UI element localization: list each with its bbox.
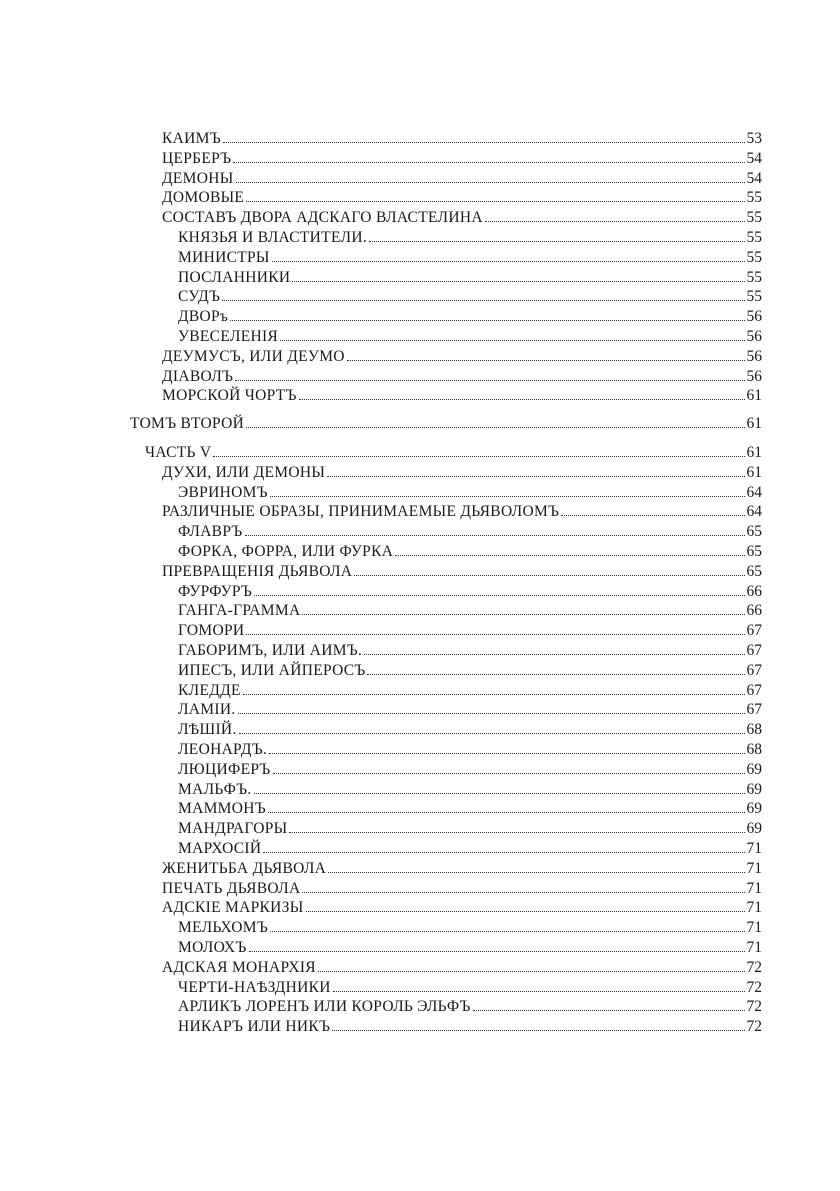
dot-leader [233, 162, 744, 163]
toc-entry-title: ЛАМІИ. [178, 701, 236, 719]
toc-entry-title: ДЕУМУСЪ, ИЛИ ДЕУМО [162, 347, 345, 365]
toc-entry-page-number: 72 [746, 998, 762, 1016]
dot-leader [270, 496, 745, 497]
toc-entry-title: ЭВРИНОМЪ [178, 483, 268, 501]
toc-entry-title: НИКАРЪ ИЛИ НИКЪ [178, 1018, 331, 1036]
dot-leader [318, 971, 745, 972]
toc-entry-page-number: 69 [746, 820, 762, 838]
dot-leader [395, 555, 744, 556]
toc-entry-page-number: 54 [746, 169, 762, 187]
toc-entry-title: ЖЕНИТЬБА ДЬЯВОЛА [162, 859, 327, 877]
toc-entry-title: ДОМОВЫЕ [162, 189, 245, 207]
dot-leader [249, 951, 745, 952]
dot-leader [245, 535, 745, 536]
toc-entry-page-number: 67 [746, 701, 762, 719]
toc-entry-page-number: 61 [746, 415, 762, 433]
dot-leader [332, 1030, 744, 1031]
toc-entry-title: ЧЕРТИ-НАѢЗДНИКИ [178, 978, 331, 996]
toc-entry-page-number: 61 [746, 444, 762, 461]
toc-entry [178, 798, 762, 820]
toc-entry [178, 247, 762, 269]
toc-entry-title: УВЕСЕЛЕНІЯ [178, 328, 279, 345]
toc-entry-title: ЧАСТЬ V [145, 444, 212, 461]
toc-entry [178, 326, 762, 348]
toc-entry [162, 168, 762, 190]
dot-leader [328, 872, 744, 873]
toc-entry-title: ИПЕСЪ, ИЛИ АЙПЕРОСЪ [178, 661, 366, 679]
toc-entry-page-number: 67 [746, 681, 762, 699]
toc-entry-page-number: 65 [746, 562, 762, 580]
dot-leader [223, 142, 745, 143]
toc-entry [178, 759, 762, 781]
toc-entry [178, 1016, 762, 1038]
toc-entry [162, 366, 762, 388]
toc-entry [178, 227, 762, 249]
toc-entry-title: АРЛИКЪ ЛОРЕНЪ ИЛИ КОРОЛЬ ЭЛЬФЪ [178, 998, 471, 1016]
toc-entry-page-number: 64 [746, 503, 762, 521]
dot-leader [213, 456, 744, 457]
toc-entry-page-number: 55 [746, 209, 762, 227]
dot-leader [230, 320, 744, 321]
dot-leader [239, 733, 745, 734]
toc-entry [178, 286, 762, 308]
toc-entry [162, 957, 762, 979]
toc-entry-page-number: 55 [746, 268, 762, 286]
toc-entry-page-number: 56 [746, 367, 762, 385]
toc-entry [178, 306, 762, 328]
toc-entry [162, 897, 762, 919]
dot-leader [485, 221, 745, 222]
toc-entry-title: КАИМЪ [162, 130, 221, 147]
toc-entry-title: МАЛЬФЪ. [178, 780, 252, 798]
dot-leader [299, 399, 745, 400]
toc-entry-page-number: 72 [746, 978, 762, 996]
dot-leader [270, 931, 744, 932]
toc-entry [178, 699, 762, 721]
toc-entry-page-number: 55 [746, 248, 762, 266]
toc-entry-title: ЛѢШІЙ. [178, 721, 237, 739]
toc-entry-title: ЛЕОНАРДЪ. [178, 741, 268, 758]
dot-leader [243, 694, 745, 695]
toc-entry-title: МОРСКОЙ ЧОРТЪ [162, 387, 297, 405]
toc-entry-page-number: 56 [746, 328, 762, 345]
dot-leader [268, 812, 745, 813]
toc-entry [178, 581, 762, 603]
toc-entry-title: ДІАВОЛЪ [162, 367, 234, 385]
dot-leader [561, 515, 744, 516]
toc-entry [178, 838, 762, 860]
toc-entry [145, 442, 762, 464]
toc-entry-page-number: 66 [746, 582, 762, 600]
dot-leader [306, 911, 745, 912]
toc-entry-title: МЕЛЬХОМЪ [178, 919, 269, 937]
toc-entry-page-number: 54 [746, 149, 762, 167]
toc-entry [162, 207, 762, 229]
toc-entry-title: СУДЪ [178, 288, 221, 306]
toc-entry [178, 719, 762, 741]
toc-entry [178, 996, 762, 1018]
toc-entry-title: КНЯЗЬЯ И ВЛАСТИТЕЛИ. [178, 229, 367, 246]
toc-entry-title: СОСТАВЪ ДВОРА АДСКАГО ВЛАСТЕЛИНА [162, 209, 483, 227]
toc-entry-title: ДУХИ, ИЛИ ДЕМОНЫ [162, 463, 326, 481]
dot-leader [246, 634, 744, 635]
toc-entry-title: ТОМЪ ВТОРОЙ [130, 415, 245, 433]
dot-leader [289, 832, 744, 833]
toc-entry [162, 878, 762, 900]
toc-entry-page-number: 72 [746, 958, 762, 976]
dot-leader [369, 241, 745, 242]
toc-entry [178, 660, 762, 682]
toc-entry-page-number: 65 [746, 523, 762, 541]
toc-entry [162, 501, 762, 523]
toc-entry [178, 521, 762, 543]
toc-entry-page-number: 55 [746, 189, 762, 207]
toc-entry-title: ФОРКА, ФОРРА, ИЛИ ФУРКА [178, 543, 394, 560]
dot-leader [302, 892, 744, 893]
toc-entry-title: ПРЕВРАЩЕНІЯ ДЬЯВОЛА [162, 562, 353, 580]
dot-leader [272, 261, 745, 262]
toc-entry-title: ФЛАВРЪ [178, 523, 243, 541]
toc-entry-page-number: 68 [746, 741, 762, 758]
toc-entry [178, 600, 762, 622]
toc-entry [178, 680, 762, 702]
toc-entry-title: КЛЕДДЕ [178, 681, 241, 699]
toc-entry-page-number: 69 [746, 780, 762, 798]
toc-entry [162, 346, 762, 368]
toc-entry-title: ДВОРъ [178, 308, 229, 326]
toc-entry-page-number: 56 [746, 308, 762, 326]
toc-entry-page-number: 53 [746, 130, 762, 147]
toc-entry-title: АДСКАЯ МОНАРХІЯ [162, 958, 316, 976]
toc-entry-title: ПЕЧАТЬ ДЬЯВОЛА [162, 879, 301, 897]
toc-entry-page-number: 56 [746, 347, 762, 365]
toc-entry [178, 640, 762, 662]
dot-leader [246, 201, 744, 202]
dot-leader [269, 753, 744, 754]
toc-entry-page-number: 55 [746, 229, 762, 246]
toc-entry-title: ФУРФУРЪ [178, 582, 253, 600]
toc-entry [162, 858, 762, 880]
dot-leader [302, 614, 744, 615]
dot-leader [347, 360, 745, 361]
dot-leader [263, 852, 744, 853]
toc-entry-title: МАНДРАГОРЫ [178, 820, 288, 838]
dot-leader [254, 595, 744, 596]
toc-entry-page-number: 71 [746, 879, 762, 897]
toc-entry [162, 462, 762, 484]
toc-entry-title: ПОСЛАННИКИ [178, 268, 291, 286]
toc-entry [162, 148, 762, 170]
toc-entry [178, 620, 762, 642]
toc-entry-page-number: 66 [746, 602, 762, 620]
toc-entry-page-number: 67 [746, 642, 762, 659]
dot-leader [254, 793, 745, 794]
dot-leader [222, 300, 744, 301]
toc-entry-page-number: 61 [746, 387, 762, 405]
toc-entry-page-number: 71 [746, 859, 762, 877]
toc-entry-title: ДЕМОНЫ [162, 169, 234, 187]
dot-leader [367, 674, 744, 675]
toc-entry-title: МОЛОХЪ [178, 939, 247, 956]
toc-entry-title: МАРХОСІЙ [178, 840, 262, 857]
dot-leader [473, 1010, 745, 1011]
toc-entry-page-number: 71 [746, 919, 762, 937]
toc-entry [178, 541, 762, 563]
dot-leader [292, 281, 744, 282]
toc-entry-page-number: 71 [746, 840, 762, 857]
dot-leader [327, 476, 744, 477]
toc-entry-page-number: 64 [746, 483, 762, 501]
toc-entry [178, 917, 762, 939]
toc-entry-page-number: 67 [746, 661, 762, 679]
toc-entry [178, 482, 762, 504]
dot-leader [246, 427, 744, 428]
dot-leader [280, 340, 744, 341]
toc-entry-title: АДСКІЕ МАРКИЗЫ [162, 899, 304, 917]
dot-leader [273, 773, 745, 774]
toc-entry [178, 937, 762, 959]
toc-entry-title: МАММОНЪ [178, 800, 266, 818]
toc-entry-page-number: 72 [746, 1018, 762, 1036]
toc-entry-title: ГАБОРИМЪ, ИЛИ АИМЪ. [178, 642, 363, 659]
toc-entry [178, 818, 762, 840]
dot-leader [238, 713, 745, 714]
toc-entry-page-number: 68 [746, 721, 762, 739]
toc-entry [178, 739, 762, 761]
toc-entry-page-number: 65 [746, 543, 762, 560]
toc-entry-title: ГАНГА-ГРАММА [178, 602, 301, 620]
toc-entry-title: ГОМОРИ [178, 622, 245, 640]
toc-entry-title: ЦЕРБЕРЪ [162, 149, 232, 167]
dot-leader [236, 182, 745, 183]
toc-entry-page-number: 71 [746, 899, 762, 917]
toc-entry [178, 779, 762, 801]
toc-entry [162, 385, 762, 407]
toc-entry-title: ЛЮЦИФЕРЪ [178, 760, 271, 778]
toc-entry-page-number: 71 [746, 939, 762, 956]
toc-entry [178, 267, 762, 289]
toc-entry [162, 561, 762, 583]
toc-entry-page-number: 67 [746, 622, 762, 640]
toc-entry-page-number: 61 [746, 463, 762, 481]
toc-entry-title: РАЗЛИЧНЫЕ ОБРАЗЫ, ПРИНИМАЕМЫЕ ДЬЯВОЛОМЪ [162, 503, 560, 521]
dot-leader [364, 654, 744, 655]
toc-entry [162, 128, 762, 150]
toc-entry [130, 413, 762, 435]
dot-leader [333, 991, 745, 992]
dot-leader [354, 575, 744, 576]
toc-entry [178, 977, 762, 999]
toc-entry [162, 187, 762, 209]
toc-entry-page-number: 69 [746, 760, 762, 778]
toc-entry-title: МИНИСТРЫ [178, 248, 270, 266]
toc-entry-page-number: 69 [746, 800, 762, 818]
dot-leader [235, 380, 744, 381]
toc-entry-page-number: 55 [746, 288, 762, 306]
